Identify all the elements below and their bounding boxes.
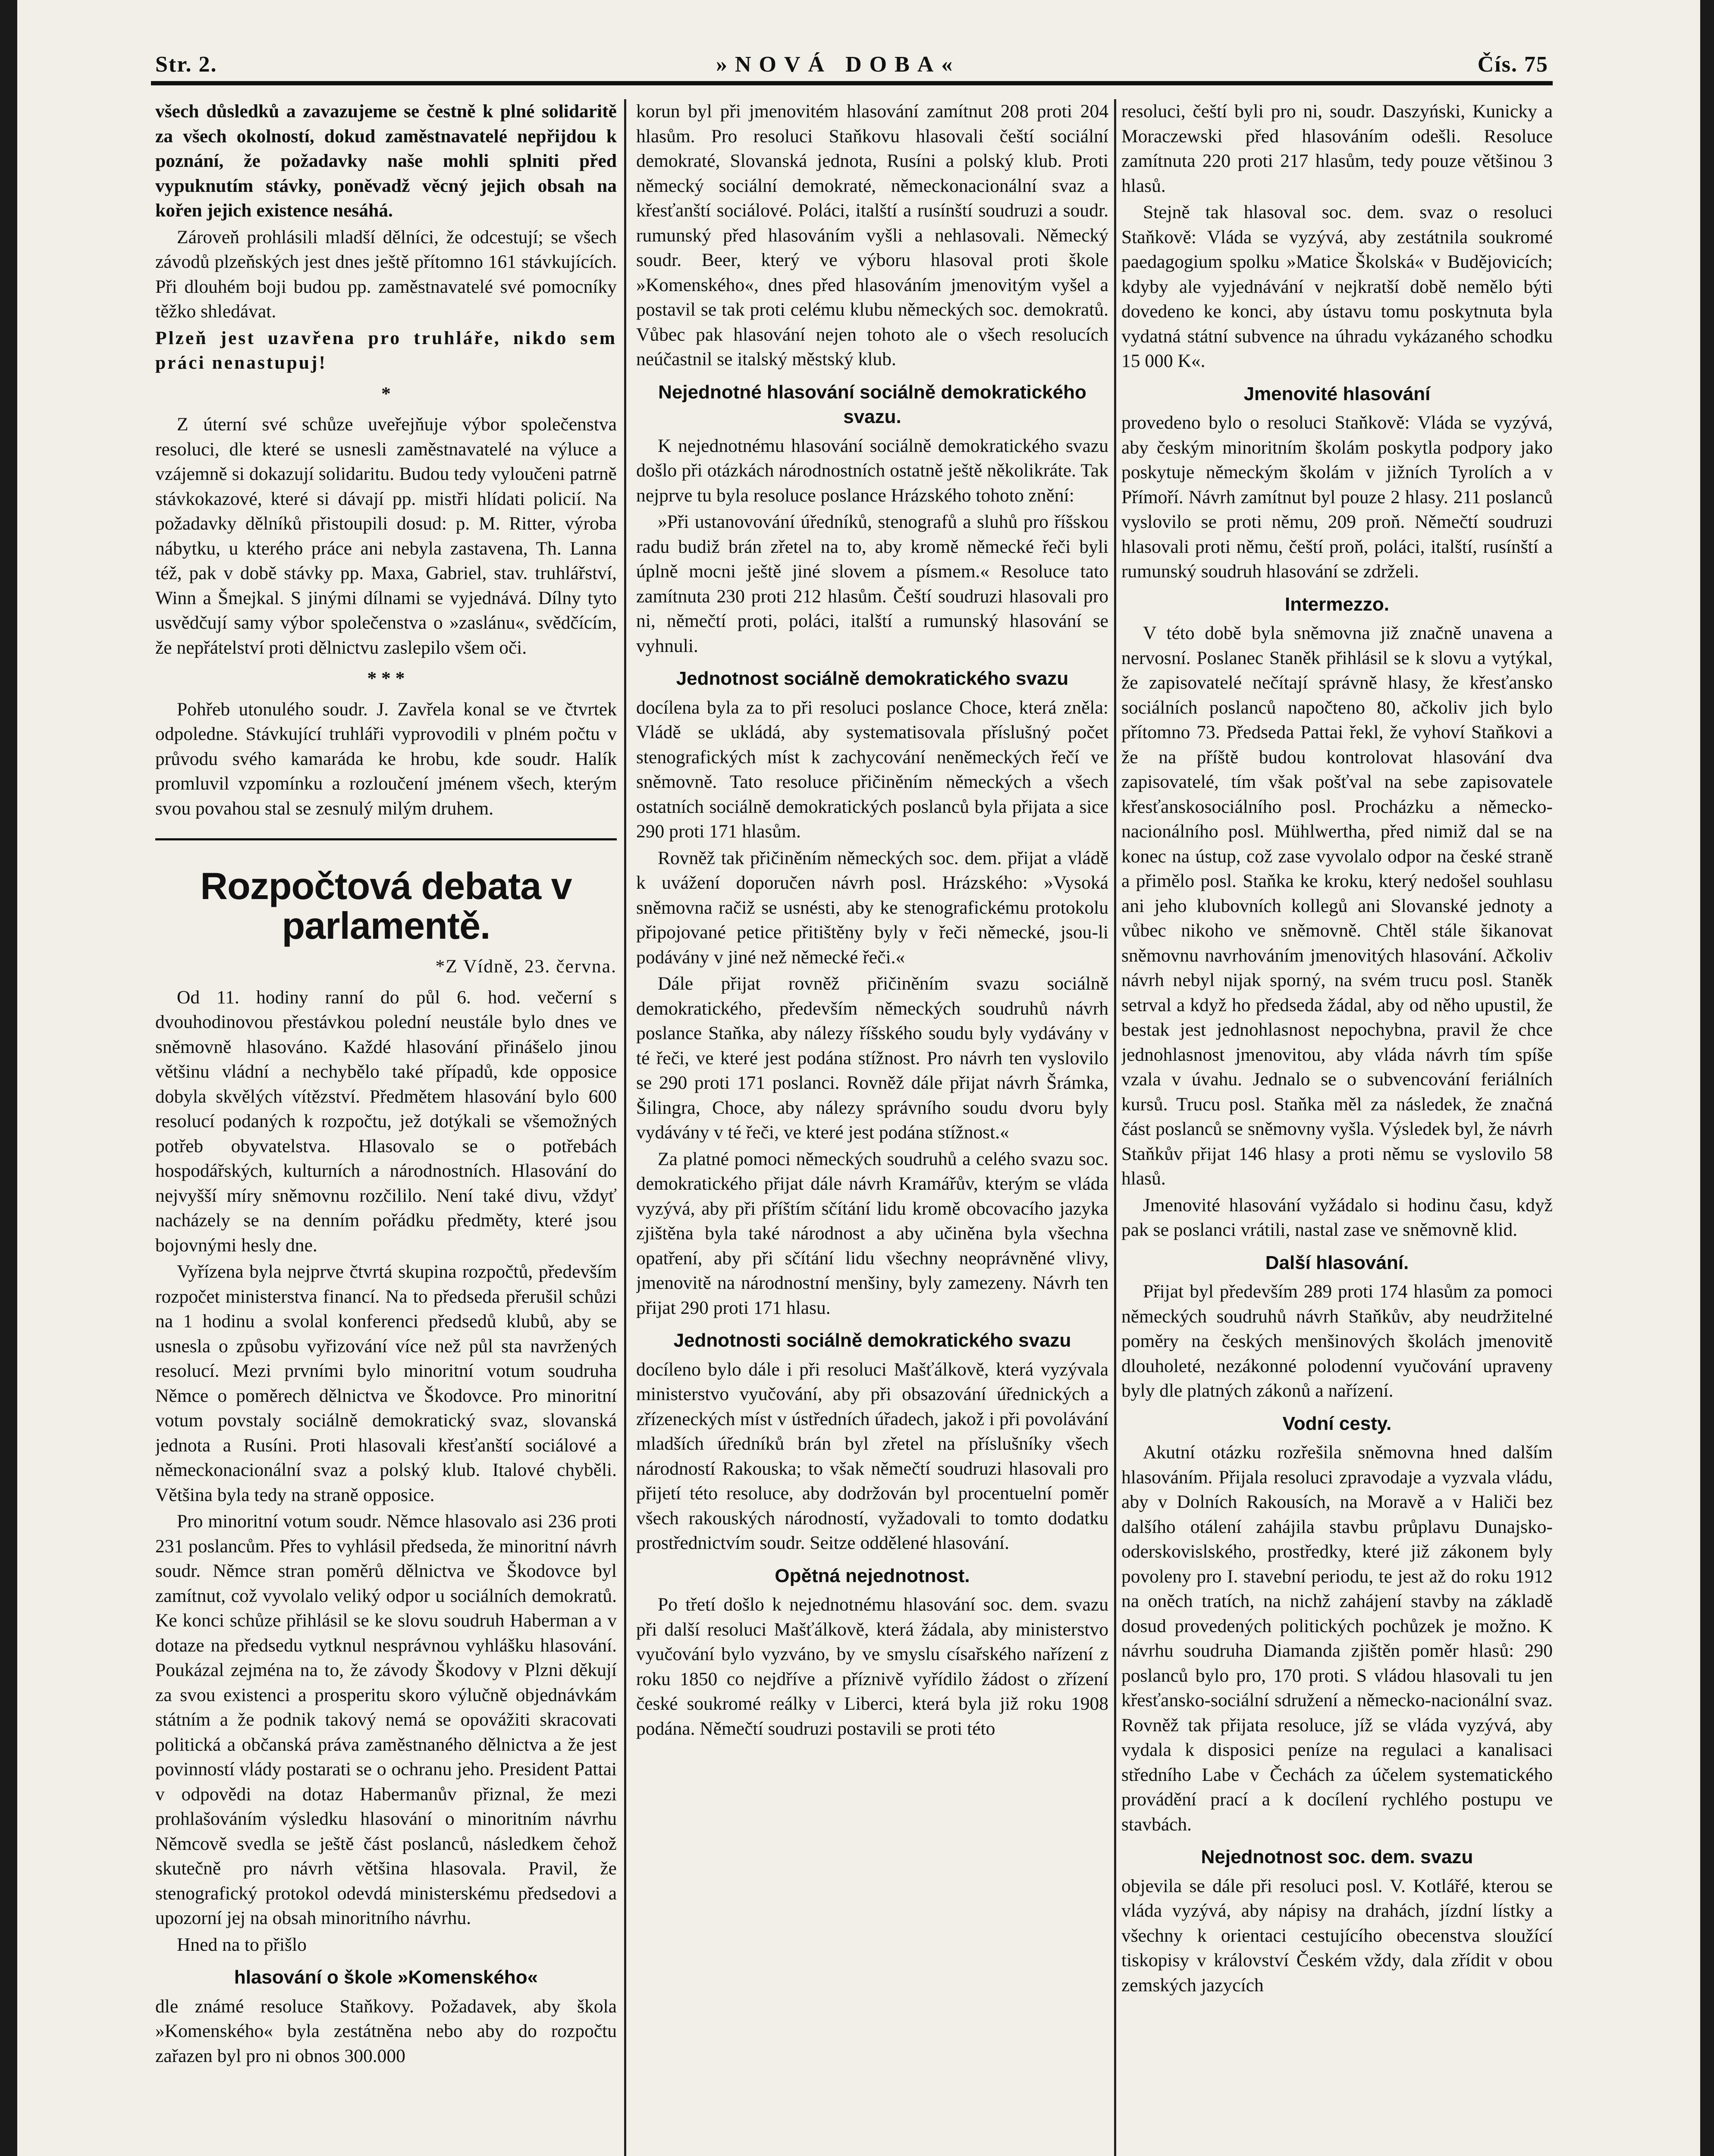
section-heading: Další hlasování. [1265,1252,1409,1273]
section-heading: hlasování o škole »Komenského« [234,1967,538,1988]
column-1 [155,99,617,2156]
separator-asterisks: * * * [367,668,405,689]
paragraph: Stejně tak hlasoval soc. dem. svaz o resoluci Staňkově: Vláda se vyzývá, aby zestátnila soukromé paedagogium spolku »Matice Školská« v Budějovicích; kdyby ale vyjednávání v nejkratší době nemělo býti dovedeno ke konci, aby ústavu tomu poskytnuta byla vydatná státní subvence na úhradu vykázaného schodku 15 000 K«. [1121,202,1553,371]
paragraph: Pro minoritní votum soudr. Němce hlasovalo asi 236 proti 231 poslancům. Přes to vyhlásil předseda, že minoritní návrh soudr. Němce stran poměrů dělnictva ve Škodovce byl zamítnut, což vyvolalo veliký odpor u sociálních demokratů. Ke konci schůze přihlásil se ke slovu soudruh Haberman a v dotaze na předsedu vytknul nesprávnou vyhlášku hlasování. Poukázal zejména na to, že závody Škodovy v Plzni děkují za svou existenci a prosperitu skoro výlučně objednávkám státním a že podnik takový nemá se opovážiti skracovati politická a občanská práva zaměstnaného dělnictva a že jest povinností vlády postarati se o ochranu jeho. President Pattai v odpovědi na dotaz Habermanův přiznal, že mezi prohlašováním výsledku hlasování o minoritním návrhu Němcově svedla se ještě část poslanců, následkem čehož skutečně pro návrh většina hlasovala. Pravil, že stenografický protokol odevdá ministerskému předsedovi a upozorní jej na obsah minoritního návrhu. [155,1511,617,1928]
paragraph: provedeno bylo o resoluci Staňkově: Vláda se vyzývá, aby českým minoritním školám poskytla podpory jako poskytuje německým školám v jižních Tyrolích a v Přímoří. Návrh zamítnut byl pouze 2 hlasy. 211 poslanců vyslovilo se proti němu, 209 proň. Němečtí soudruzi hlasovali proti němu, čeští proň, poláci, italští, rusínští a rumunský soudruh hlasování se zdrželi. [1121,412,1553,582]
section-heading: Nejednotnost soc. dem. svazu [1201,1846,1473,1868]
column-divider [1114,99,1116,2156]
dateline: *Z Vídně, 23. června. [435,956,617,977]
page-number: Str. 2. [155,52,217,77]
paragraph: Pohřeb utonulého soudr. J. Zavřela konal se ve čtvrtek odpoledne. Stávkující truhláři vyprovodili v plném počtu v průvodu svého kamaráda ke hrobu, kde soudr. Halík promluvil vzpomínku a rozloučení jménem všech, kterým svou povahou stal se zesnulý milým druhem. [155,699,617,819]
section-heading: Jmenovité hlasování [1243,383,1431,404]
paragraph: objevila se dále při resoluci posl. V. Kotlářé, kterou se vláda vyzývá, aby nápisy na drahách, jízdní lístky a všechny k orientaci cestujícího obecenstva sloužící tiskopisy v království Českém vždy, dala zřídit v obou zemských jazycích [1121,1875,1553,1996]
paragraph: Po třetí došlo k nejednotnému hlasování soc. dem. svazu při další resoluci Mašťálkově, která žádala, aby ministerstvo vyučování bylo vyzváno, by ve smyslu císařského nařízení z roku 1850 co nejdříve a příznivě vyřídilo žádost o zřízení české soukromé reálky v Liberci, která byla již roku 1908 podána. Němečtí soudruzi postavili se proti této [636,1594,1108,1739]
paragraph: V této době byla sněmovna již značně unavena a nervosní. Poslanec Staněk přihlásil se k slovu a vytýkal, že zapisovatelé nečítají správně hlasy, že křesťansko sociálních poslanců napočteno 80, ačkoliv jich bylo přítomno 73. Předseda Pattai řekl, že vyhoví Staňkovi a že na příště budou kontrolovat hlasování dva zapisovatelé, tím však pošťval na sebe zapisovatele křesťanskosociálního posl. Procházku a německo-nacionálního posl. Mühlwertha, před nimiž dal se na konec na ústup, což zase vyvolalo odpor na české straně a přimělo posl. Staňka ke kroku, který nedošel souhlasu ani jeho klubovních kollegů ani Slovanské jednoty a vůbec nikoho ve sněmovně. Chtěl stále šikanovat sněmovnu navrhováním jmenovitých hlasování. Ačkoliv návrh nebyl nijak sporný, na svém trucu posl. Staněk setrval a když ho předseda žádal, aby od něho upustil, že bestak jest jednohlasnost nepochybna, pravil že chce jednohlasnost jmenovitou, aby vláda návrh tím spíše vzala v úvahu. Jednalo se o subvencování feriálních kursů. Trucu posl. Staňka měl za následek, že značná část poslanců se sněmovny vyšla. Výsledek byl, že návrh Staňkův přijat 146 hlasy a proti němu se vyslovilo 58 hlasů. [1121,623,1553,1189]
paragraph: Rovněž tak přičiněním německých soc. dem. přijat a vládě k uvážení doporučen návrh posl. Hrázského: »Vysoká sněmovna račiž se usnésti, aby ke stenografickému protokolu připojované petice přitištěny byly v řeči německé, jsou-li podávány v jiné než německé řeči.« [636,847,1108,968]
paragraph: Hned na to přišlo [177,1934,307,1955]
section-heading: Opětná nejednotnost. [775,1565,970,1586]
article-separator [155,838,617,840]
paragraph: Od 11. hodiny ranní do půl 6. hod. večerní s dvouhodinovou přestávkou polední neustále bylo dnes ve sněmovně hlasováno. Každé hlasování přinášelo jinou většinu vládní a nechybělo také případů, kde opposice dobyla skvělých vítězství. Předmětem hlasování bylo 600 resolucí podaných k rozpočtu, jež dotýkali se všemožných potřeb obyvatelstva. Hlasovalo se o potřebách hospodářských, kulturních a národnostních. Hlasování do nejvyšší míry sněmovnu rozčililo. Není také divu, vždyť nacházely se na denním pořádku předměty, které jsou bojovnými hesly dne. [155,987,617,1256]
paragraph: Dále přijat rovněž přičiněním svazu sociálně demokratického, především německých soudruhů návrh poslance Staňka, aby nálezy říšského soudu byly vydávány v té řeči, ve které jest podána stížnost. Pro návrh ten vyslovilo se 290 proti 171 poslanci. Rovněž dále přijat návrh Šrámka, Šilingra, Choce, aby nálezy správního soudu dvoru byly vydávány v té řeči, ve které jest podána stížnost.« [636,973,1108,1143]
paragraph: Přijat byl především 289 proti 174 hlasům za pomoci německých soudruhů návrh Staňkův, aby neudržitelné poměry na českých menšinových školách jmenovitě dlouholeté, nezákonné polodenní vyučování upraveny byly dle platných zákonů a nařízení. [1121,1281,1553,1401]
section-heading: Vodní cesty. [1282,1413,1392,1434]
paragraph: Plzeň jest uzavřena pro truhláře, nikdo sem práci nenastupuj! [155,327,617,373]
paragraph: dle známé resoluce Staňkovy. Požadavek, aby škola »Komenského« byla zestátněna nebo aby do rozpočtu zařazen byl pro ni obnos 300.000 [155,1996,617,2066]
section-heading: Intermezzo. [1284,593,1390,615]
paragraph: Z úterní své schůze uveřejňuje výbor společenstva resoluci, dle které se usnesli zaměstnavatelé na výluce a vzájemně si dokazují solidaritu. Budou tedy vyloučeni patrně stávkokazové, které si dávají pp. mistři hlídati policií. Na požadavky dělníků přistoupili dosud: p. M. Ritter, výroba nábytku, u kterého práce ani nebyla zastavena, Th. Lanna též, pak v době stávky pp. Maxa, Gabriel, stav. truhlářství, Winn a Šmejkal. S jinými dílnami se vyjednává. Dílny tyto usvědčují samy výbor společenstva o »zaslánu«, svědčícím, že nepřátelství proti dělnictvu zaslepilo všem oči. [155,414,617,658]
paragraph: Jmenovité hlasování vyžádalo si hodinu času, když pak se poslanci vrátili, nastal zase ve sněmovně klid. [1121,1194,1553,1240]
paragraph: Vyřízena byla nejprve čtvrtá skupina rozpočtů, především rozpočet ministerstva financí. Na to předseda přerušil schůzi na 1 hodinu a svolal konferenci předsedů klubů, aby se usnesla o způsobu vyřizování více než půl sta navržených resolucí. Mezi prvními bylo minoritní votum soudruha Němce o poměrech dělnictva ve Škodovce. Pro minoritní votum povstaly sociálně demokratický svaz, slovanská jednota a Rusíni. Proti hlasovali křesťanští sociálové a německonacionální svaz a polský klub. Italové chyběli. Většina byla tedy na straně opposice. [155,1261,617,1505]
masthead-title: »NOVÁ DOBA« [716,52,961,77]
paragraph: korun byl při jmenovitém hlasování zamítnut 208 proti 204 hlasům. Pro resoluci Staňkovu hlasovali čeští sociální demokraté, Slovanská jednota, Rusíni a polský klub. Proti německý sociální demokraté, německonacionální svaz a křesťanští sociálové. Poláci, italští a rusínští soudruzi a soudr. rumunský před hlasováním vyšli a nehlasovali. Německý soudr. Beer, který ve výboru hlasoval proti škole »Komenského«, dnes před hlasováním jmenovitým vyšel a postavil se tak proti celému klubu německých soc. demokratů. Vůbec pak hlasování nejen tohoto ale o všech resolucích neúčastnil se italský městský klub. [636,101,1108,370]
section-heading: Jednotnosti sociálně demokratického svazu [673,1330,1071,1351]
paragraph: »Při ustanovování úředníků, stenografů a sluhů pro říšskou radu budiž brán zřetel na to, aby kromě německé řeči byli úplně mocni ještě jiné slovem a písmem.« Resoluce tato zamítnuta 230 proti 212 hlasům. Čeští soudruzi hlasovali pro ni, němečtí proti, poláci, italští a rumunský hlasování se vyhnuli. [636,511,1108,656]
paragraph: Akutní otázku rozřešila sněmovna hned dalším hlasováním. Přijala resoluci zpravodaje a vyzvala vládu, aby v Dolních Rakousích, na Moravě a v Haliči bez dalšího otálení zahájila stavbu průplavu Dunajsko-oderskovislského, prostředky, které již zákonem byly povoleny pro I. stavební periodu, te jest až do roku 1912 na oněch tratích, na nichž zahájení stavby na základě dosud provedených politických pochůzek je možno. K návrhu soudruha Diamanda zjištěn poměr hlasů: 290 poslanců bylo pro, 170 proti. S vládou hlasovali tu jen křesťansko-sociální sdružení a německo-nacionální svaz. Rovněž tak přijata resoluce, jíž se vláda vyzývá, aby vydala k disposici peníze na regulaci a kanalisaci středního Labe v Čechách za účelem systematického provádění prací a k docílení rychlého postupu ve stavbách. [1121,1442,1553,1835]
scan-border-right [1700,0,1714,2156]
header-rule [151,81,1553,85]
section-heading: Jednotnost sociálně demokratického svazu [676,668,1069,689]
paragraph: Zároveň prohlásili mladší dělníci, že odcestují; se všech závodů plzeňských jest dnes ještě přítomno 161 stávkujících. Při dlouhém boji budou pp. zaměstnavatelé své pomocníky těžko shledávat. [155,226,617,322]
column-divider [624,99,626,2156]
paragraph: K nejednotnému hlasování sociálně demokratického svazu došlo při otázkách národnostních ostatně ještě několikráte. Tak nejprve tu byla resoluce poslance Hrázského tohoto znění: [636,435,1108,506]
paragraph: resoluci, čeští byli pro ni, soudr. Daszyński, Kunicky a Moraczewski před hlasováním odešli. Resoluce zamítnuta 220 proti 217 hlasům, tedy pouze většinou 3 hlasů. [1121,101,1553,196]
paragraph: všech důsledků a zavazujeme se čestně k plné solidaritě za všech okolností, dokud zaměstnavatelé nepřijdou k poznání, že požadavky naše mohli splniti před vypuknutím stávky, poněvadž věcný jejich obsah na kořen jejich existence nesáhá. [155,101,617,221]
column-2 [636,99,1108,2156]
separator-asterisk: * [381,383,391,404]
section-heading: Nejednotné hlasování sociálně demokratického svazu. [658,381,1086,427]
column-3 [1121,99,1553,2156]
page-header [155,52,1548,78]
issue-number: Čís. 75 [1477,52,1548,77]
paragraph: docíleno bylo dále i při resoluci Mašťálkově, která vyzývala ministerstvo vyučování, aby při obsazování úřednických a zřízeneckých míst v ústředních úřadech, jakož i při povolávání mladších úředníků brán byl zřetel na příslušníky všech národností Rakouska; to však němečtí soudruzi hlasovali pro přijetí této resoluce, aby dodržován byl procentuelní poměr všech rakouských národností, vyžadovali to tomto dodatku prostřednictvím soudr. Seitze oddělené hlasování. [636,1359,1108,1553]
article-title: Rozpočtová debata v parlamentě. [200,865,572,947]
paragraph: Za platné pomoci německých soudruhů a celého svazu soc. demokratického přijat dále návrh Kramářův, kterým se vláda vyzývá, aby při příštím sčítání lidu kromě obcovacího jazyka zjištěna byla také národnost a aby učiněna byla všechna opatření, aby při sčítání lidu všechny neoprávněné vlivy, jmenovitě na národnostní menšiny, byly zamezeny. Návrh ten přijat 290 proti 171 hlasu. [636,1148,1108,1318]
paragraph: docílena byla za to při resoluci poslance Choce, která zněla: Vládě se ukládá, aby systematisovala příslušný počet stenografických míst k zachycování neněmeckých řečí ve sněmovně. Tato resoluce přičiněním německých a všech ostatních sociálně demokratických poslanců byla přijata a sice 290 proti 171 hlasům. [636,697,1108,842]
scan-border-left [0,0,17,2156]
